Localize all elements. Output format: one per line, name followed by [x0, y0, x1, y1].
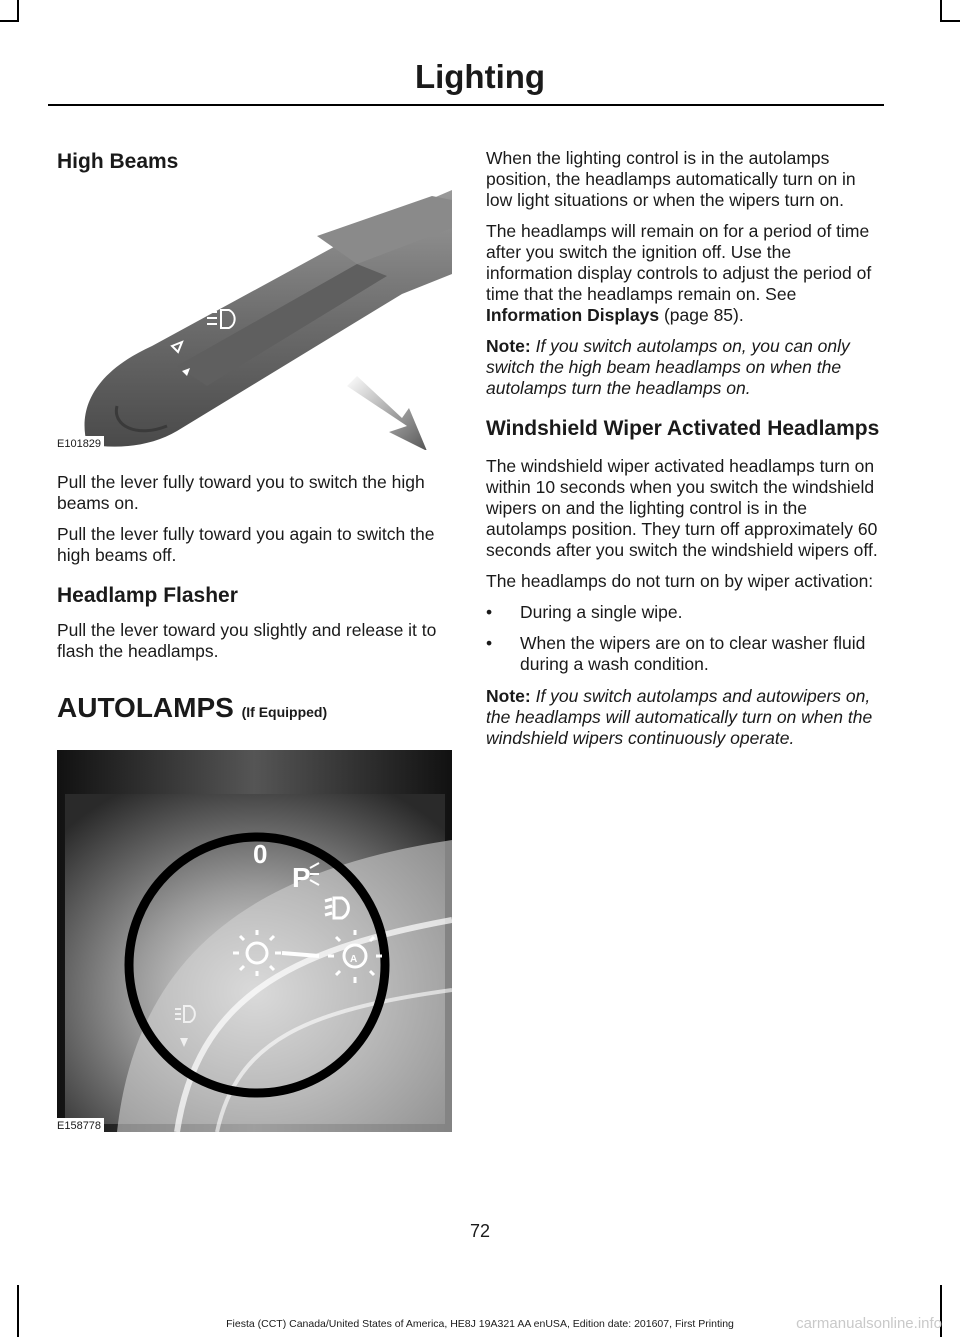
left-column	[57, 140, 452, 1132]
dial-label-parking: P	[292, 862, 311, 893]
flasher-text: Pull the lever toward you slightly and release it to flash the headlamps.	[57, 620, 437, 661]
headlamp-delay-body: The headlamps will remain on for a period of time after you switch the ignition off. Use the information display controls to adjust the period of time that the headlamps remain on. See	[486, 221, 872, 304]
high-beams-off-text: Pull the lever fully toward you again to switch the high beams off.	[57, 524, 435, 565]
headlamp-flasher-heading: Headlamp Flasher	[57, 584, 238, 607]
note-label: Note:	[486, 686, 531, 706]
high-beam-lever-figure	[57, 176, 452, 450]
bullet-text: When the wipers are on to clear washer fluid during a wash condition.	[520, 633, 866, 674]
bullet-marker: •	[486, 602, 493, 622]
figure-code: E101829	[57, 436, 104, 450]
note-text: If you switch autolamps and autowipers on, the headlamps will automatically turn on when the windshield wipers continuously operate.	[486, 686, 873, 748]
autolamps-note	[486, 336, 882, 399]
crop-mark	[940, 20, 960, 22]
list-item	[486, 633, 882, 675]
header-divider	[48, 104, 884, 106]
headlamp-delay-text	[486, 221, 882, 326]
crop-mark	[940, 0, 942, 22]
dial-label-auto: A	[350, 954, 358, 965]
watermark: carmanualsonline.info	[796, 1315, 942, 1332]
dial-label-off: 0	[253, 839, 268, 869]
page-number: 72	[469, 1221, 491, 1241]
if-equipped-label: (If Equipped)	[241, 704, 328, 720]
note-label: Note:	[486, 336, 531, 356]
edition-footer: Fiesta (CCT) Canada/United States of America, HE8J 19A321 AA enUSA, Edition date: 201607, First Printing	[226, 1318, 734, 1330]
figure-code: E158778	[57, 1118, 104, 1132]
lever-illustration	[57, 176, 452, 450]
wiper-headlamps-text: The windshield wiper activated headlamps turn on within 10 seconds when you switch the windshield wipers on and the lighting control is in the autolamps position. They turn off approximately 60 seconds after you switch the windshield wipers off.	[486, 456, 878, 560]
autolamps-intro-text: When the lighting control is in the autolamps position, the headlamps automatically turn on in low light situations or when the wipers turn on.	[486, 148, 856, 210]
right-column	[486, 140, 882, 749]
information-displays-link[interactable]: Information Displays	[486, 305, 660, 325]
note-text: If you switch autolamps on, you can only switch the high beam headlamps on when the autolamps turn the headlamps on.	[486, 336, 850, 398]
autolamps-title: AUTOLAMPS	[57, 692, 234, 723]
high-beams-on-text: Pull the lever fully toward you to switch the high beams on.	[57, 472, 425, 513]
crop-mark	[0, 20, 19, 22]
bullet-text: During a single wipe.	[520, 602, 683, 622]
page-title: Lighting	[414, 58, 546, 95]
list-item	[486, 602, 882, 623]
page-reference: (page 85).	[659, 305, 744, 325]
high-beams-heading: High Beams	[57, 150, 179, 173]
crop-mark	[17, 0, 19, 22]
autowipers-note	[486, 686, 882, 749]
autolamps-figure	[57, 750, 452, 1132]
lighting-control-illustration	[57, 750, 452, 1132]
wiper-exceptions-intro: The headlamps do not turn on by wiper activation:	[486, 571, 874, 591]
autolamps-heading	[57, 693, 452, 727]
bullet-marker: •	[486, 633, 493, 653]
wiper-headlamps-heading: Windshield Wiper Activated Headlamps	[486, 417, 880, 440]
